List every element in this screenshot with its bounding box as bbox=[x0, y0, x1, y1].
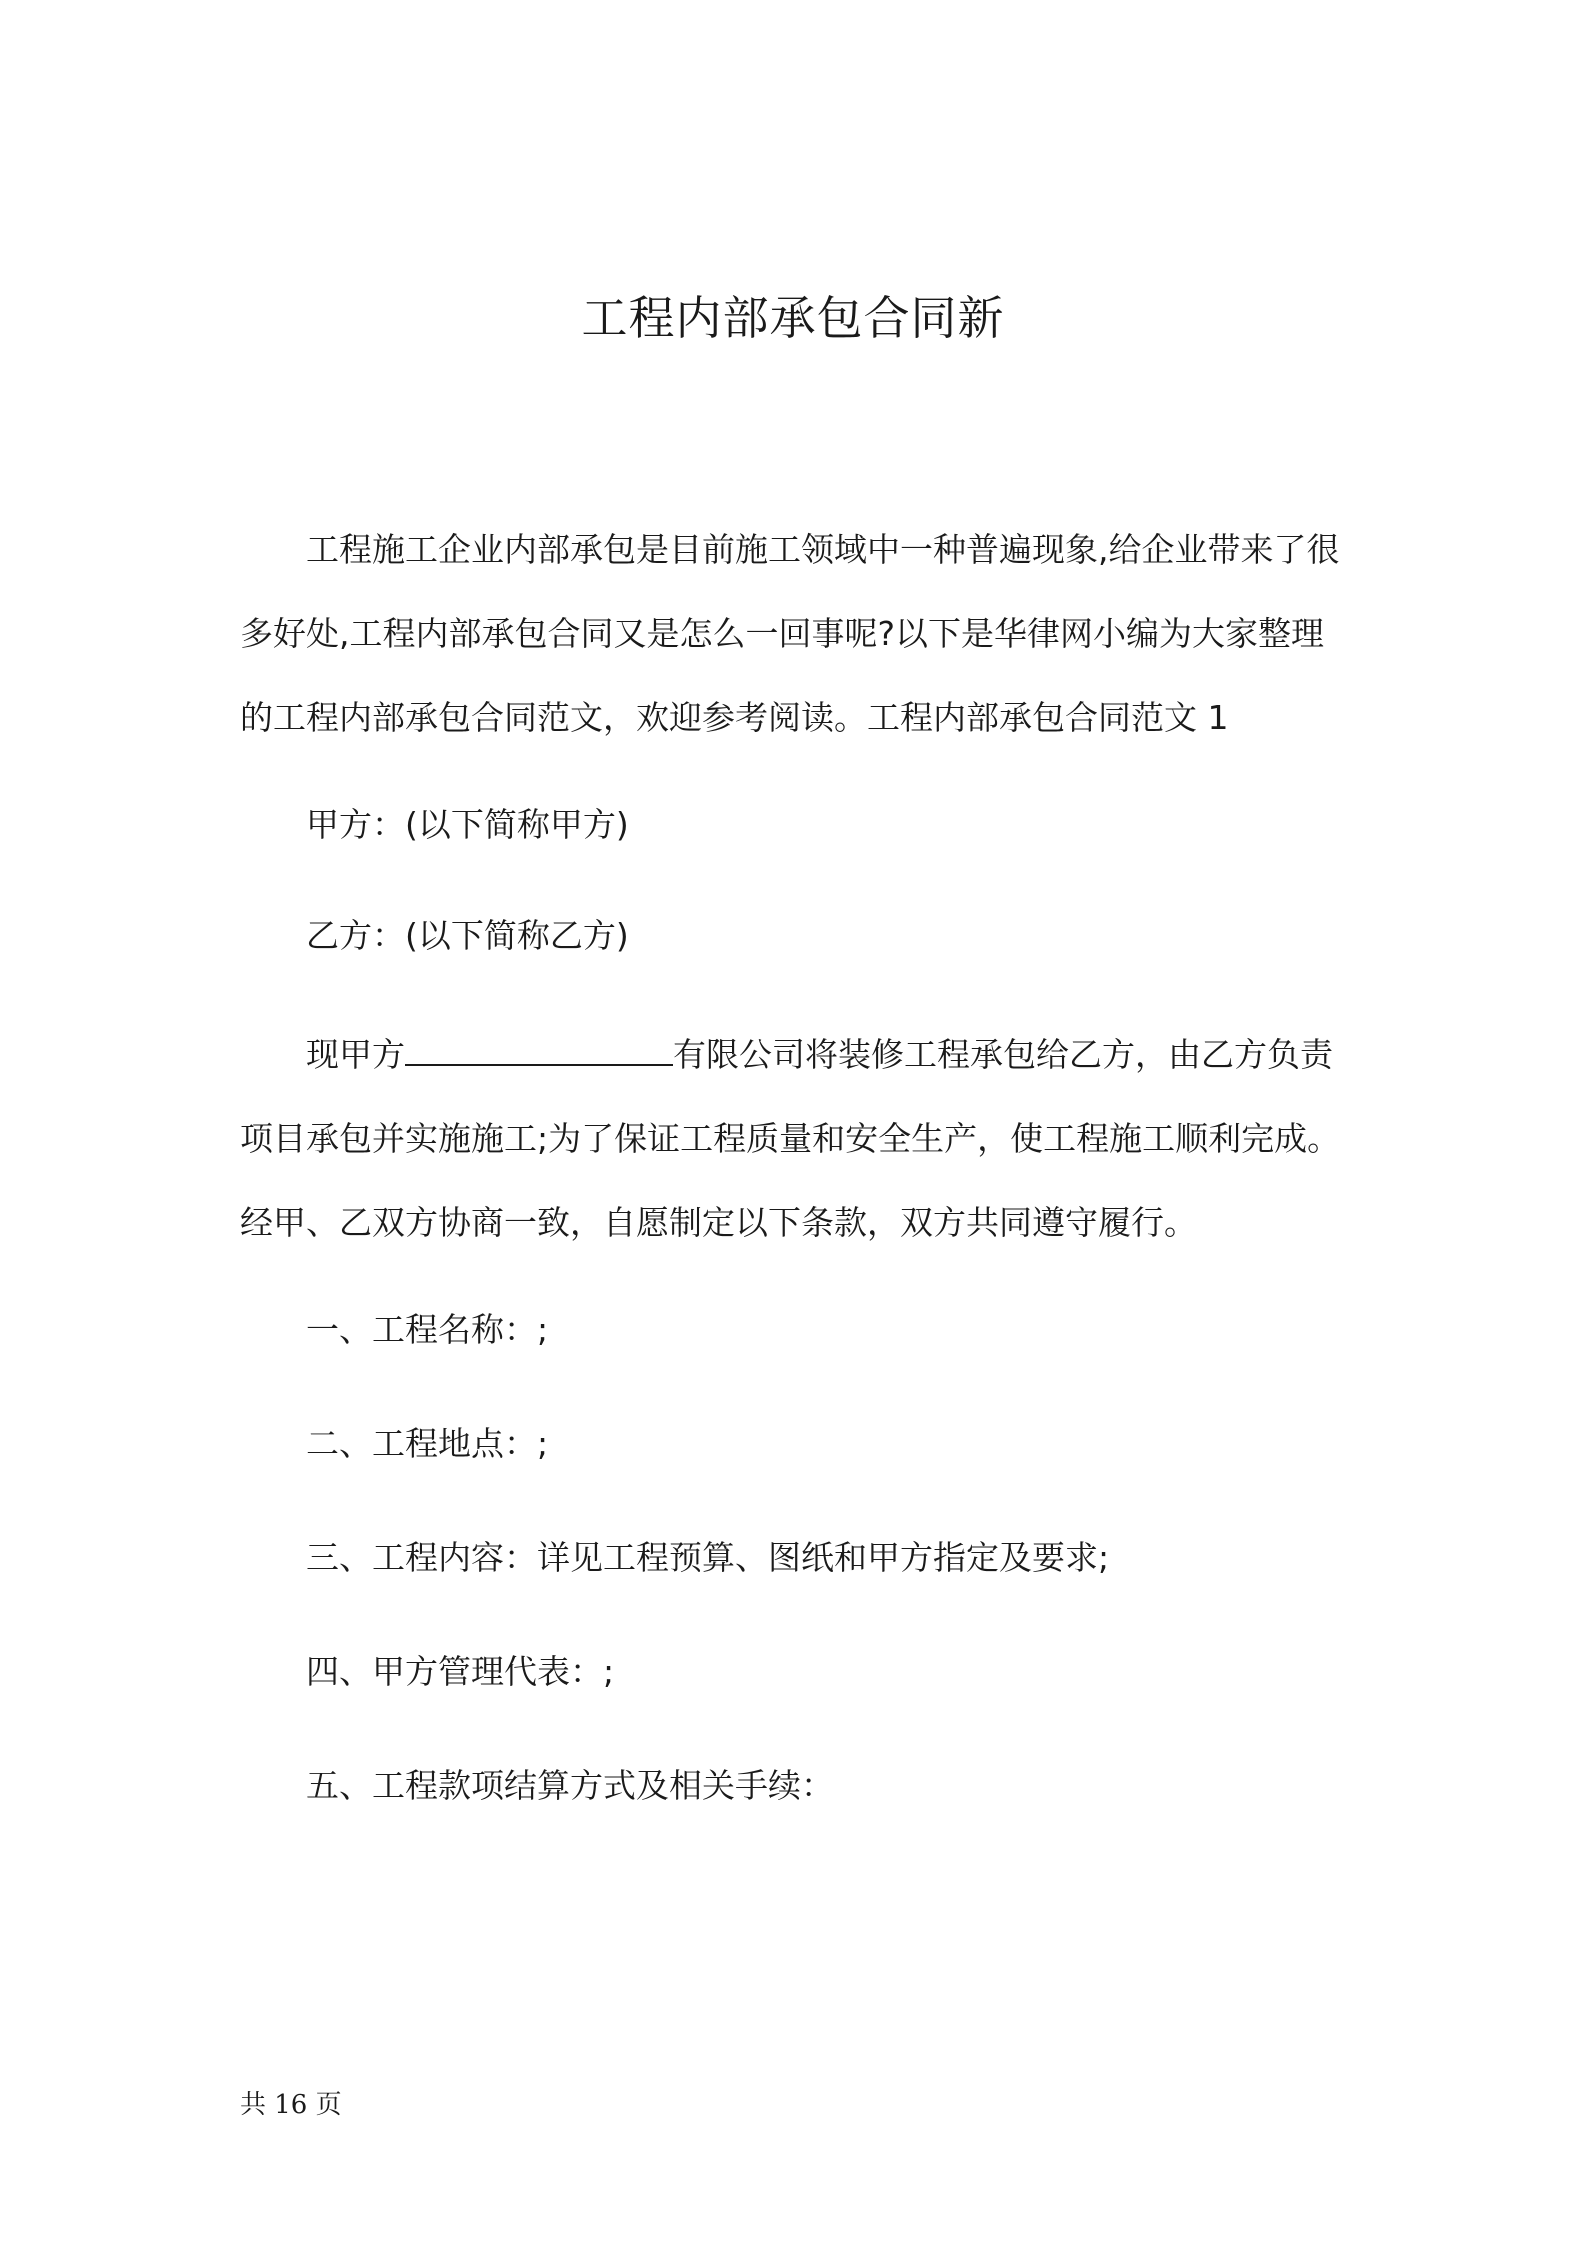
party-a-line: 甲方：(以下简称甲方) bbox=[306, 805, 629, 844]
agreement-rest: 有限公司将装修工程承包给乙方，由乙方负责项目承包并实施施工;为了保证工程质量和安全生产，使工程施工顺利完成。经甲、乙双方协商一致，自愿制定以下条款，双方共同遵守履行。 bbox=[240, 1035, 1341, 1242]
item-project-content: 三、工程内容：详见工程预算、图纸和甲方指定及要求; bbox=[306, 1538, 1110, 1577]
item-project-name: 一、工程名称：; bbox=[306, 1310, 549, 1349]
item-project-location: 二、工程地点：; bbox=[306, 1424, 549, 1463]
page-count: 共 16 页 bbox=[240, 2090, 342, 2120]
item-manager-rep: 四、甲方管理代表：; bbox=[306, 1652, 615, 1691]
agreement-paragraph bbox=[240, 1013, 1356, 1265]
party-b-line: 乙方：(以下简称乙方) bbox=[306, 916, 629, 955]
item-settlement: 五、工程款项结算方式及相关手续： bbox=[306, 1766, 834, 1805]
company-name-blank bbox=[405, 1030, 673, 1066]
intro-paragraph: 工程施工企业内部承包是目前施工领域中一种普遍现象,给企业带来了很多好处,工程内部承包合同又是怎么一回事呢?以下是华律网小编为大家整理的工程内部承包合同范文，欢迎参考阅读。工程内部承包合同范文 1 bbox=[240, 530, 1340, 737]
page-title: 工程内部承包合同新 bbox=[581, 291, 1005, 345]
agreement-prefix: 现甲方 bbox=[306, 1035, 405, 1074]
